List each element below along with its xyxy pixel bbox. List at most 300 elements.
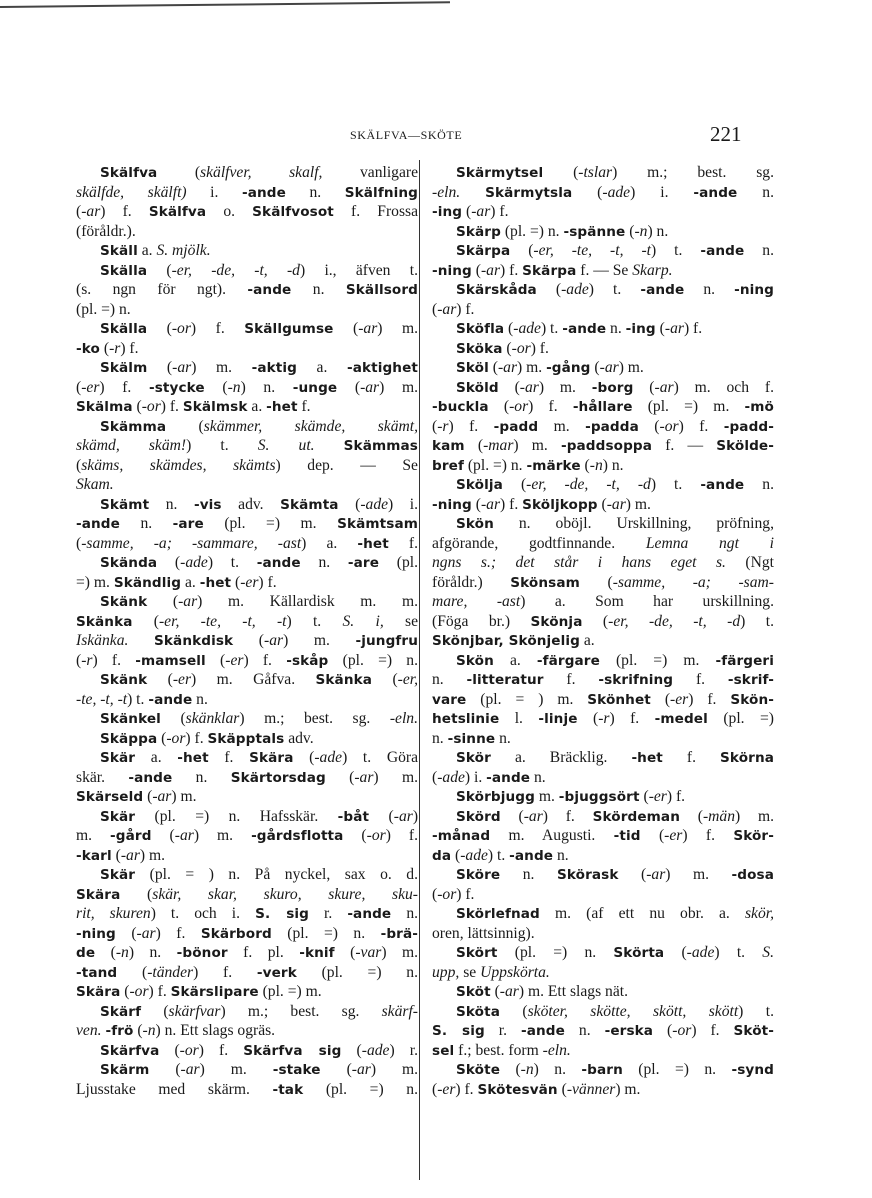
dictionary-line [76, 397, 418, 417]
body-text: ) a. [301, 534, 358, 552]
dictionary-line [432, 456, 774, 476]
dictionary-line [76, 943, 418, 963]
italic-text: -r [437, 417, 449, 435]
headword: Sköre [456, 867, 501, 883]
headword: -spänne [563, 223, 626, 240]
dictionary-line [432, 436, 774, 456]
headword: -gång [546, 360, 591, 376]
headword: -ing [625, 321, 656, 337]
body-text: f. pl. [227, 944, 300, 961]
italic-text: -n [142, 1022, 156, 1039]
body-text: ( [95, 944, 116, 961]
body-text: n. [564, 1022, 605, 1039]
headword: Skörlefnad [456, 906, 540, 922]
body-text: ( [117, 963, 148, 981]
body-text: ( [639, 788, 649, 805]
headword: -ande [640, 282, 685, 298]
dictionary-line [76, 631, 418, 651]
dictionary-line [76, 729, 418, 749]
headword: Skämta [280, 496, 339, 513]
body-text: ( [372, 671, 398, 688]
body-text: ( [166, 417, 204, 435]
body-text: ( [504, 320, 514, 337]
body-text: ( [76, 534, 82, 552]
italic-text: -ade [314, 749, 343, 766]
headword: Skör- [733, 828, 774, 844]
headword: S. sig [255, 906, 309, 922]
dictionary-line [432, 241, 774, 261]
headword: Skäppa [100, 730, 158, 747]
headword: Sköljkopp [522, 496, 598, 513]
headword: Skälm [100, 360, 148, 376]
headword: -erska [604, 1023, 654, 1039]
body-text: ) i. [464, 768, 487, 786]
dictionary-line [432, 787, 774, 807]
body-text: ( [99, 339, 110, 357]
italic-text: S. mjölk. [156, 242, 211, 259]
headword: Skänka [76, 613, 133, 630]
headword: -ning [432, 496, 472, 513]
body-text: ( [572, 183, 603, 201]
body-text: ) t. [650, 476, 701, 493]
italic-text: -or [179, 1041, 199, 1059]
body-text: ( [464, 437, 484, 454]
body-text: ) f. [500, 261, 523, 279]
body-text: ( [160, 710, 186, 727]
headword: Skälfva [100, 165, 158, 181]
headword: Skänk [100, 594, 148, 610]
body-text: ) i., äfven t. [299, 261, 418, 279]
body-text: (pl. =) n. Hafsskär. [135, 807, 338, 825]
headword: Skölja [456, 477, 503, 493]
body-text: ) t. [487, 846, 510, 864]
body-text: Ljusstake med skärm. [76, 1080, 273, 1098]
left-column [76, 163, 418, 1099]
body-text: ( [115, 924, 137, 942]
italic-text: -ar [136, 924, 156, 942]
body-text: ) n. [533, 1061, 582, 1078]
body-text: ) t. [588, 281, 641, 298]
body-text: ) m. [381, 944, 419, 961]
headword: -ande [700, 243, 745, 259]
dictionary-line [76, 573, 418, 593]
italic-text: Lemna ngt i [645, 534, 774, 552]
headword: Skämmas [343, 438, 418, 454]
italic-text: -te, -t, -t [76, 690, 128, 708]
body-text: ( [147, 320, 172, 337]
body-text: ( [500, 807, 524, 825]
italic-text: -or [366, 827, 386, 844]
body-text: ) t. [740, 612, 775, 630]
dictionary-line [76, 865, 418, 885]
body-text: ( [157, 729, 167, 747]
headword: -månad [432, 828, 491, 844]
body-text: ( [618, 866, 647, 883]
body-text: ) r. [389, 1041, 419, 1059]
body-text: ( [231, 573, 241, 591]
body-text: (pl. = ) m. [466, 690, 588, 708]
italic-text: -ar [174, 827, 194, 844]
body-text: ) f. [160, 398, 183, 415]
body-text: ( [432, 300, 438, 318]
italic-text: -ade [460, 846, 488, 864]
italic-text: -er, [397, 671, 419, 688]
body-text: ) m. [618, 359, 644, 376]
body-text: ( [141, 1002, 169, 1020]
body-text: ) m. [513, 437, 561, 454]
dictionary-line [432, 631, 774, 651]
italic-text: -ar [480, 261, 501, 279]
dictionary-line [432, 963, 774, 983]
headword: -mö [744, 399, 774, 415]
headword: da [432, 847, 452, 864]
dictionary-line [432, 222, 774, 242]
body-text: ( [451, 846, 461, 864]
italic-text: -tslar [578, 164, 613, 181]
dictionary-line [76, 222, 418, 242]
headword: S. sig [432, 1023, 485, 1039]
body-text: afgörande, godtfinnande. [432, 534, 646, 552]
body-text: ) m. [373, 768, 418, 786]
body-text: ( [343, 827, 367, 844]
headword: Skändlig [113, 574, 182, 591]
body-text [460, 184, 485, 201]
headword: Skäll [100, 243, 138, 259]
dictionary-line [432, 514, 774, 534]
dictionary-line [76, 300, 418, 320]
headword: bref [432, 457, 464, 474]
body-text: (pl. =) n. [303, 1080, 418, 1098]
italic-text: skär, skar, skuro, skure, sku- [152, 885, 418, 903]
headword: -unge [292, 379, 338, 396]
headword: Skärf [100, 1003, 142, 1020]
body-text: ) m. Källardisk m. m. [197, 593, 419, 610]
headword: Skön [456, 652, 494, 669]
body-text: adv. [221, 495, 281, 513]
body-text: a. [135, 749, 178, 766]
right-column [432, 163, 774, 1099]
italic-text: -or [141, 398, 161, 415]
italic-text: -ar [499, 983, 519, 1000]
headword: de [76, 945, 96, 961]
body-text: ( [640, 827, 665, 844]
italic-text: -er [81, 378, 100, 396]
headword: -mamsell [135, 652, 206, 669]
body-text: r. [484, 1022, 522, 1039]
dictionary-line [76, 904, 418, 924]
headword: -gårdsflotta [251, 828, 344, 844]
italic-text: -ar [599, 359, 619, 376]
body-text: ) f. [456, 300, 475, 318]
italic-text: -ar [480, 495, 501, 513]
body-text: f.; best. form [454, 1041, 543, 1059]
headword: Skärmytsla [485, 184, 573, 201]
headword: Skälla [100, 262, 148, 279]
dictionary-line [76, 768, 418, 788]
italic-text: -r [81, 651, 93, 669]
headword: Sköta [456, 1003, 500, 1020]
body-text: n. [432, 729, 448, 747]
italic-text: skänklar [185, 710, 240, 727]
body-text: n. [291, 281, 346, 298]
dictionary-line [432, 1041, 774, 1061]
body-text: ( [471, 261, 481, 279]
italic-text: skör, [744, 905, 774, 922]
headword: -karl [76, 847, 112, 864]
italic-text: -er, -te, -t, -t [158, 612, 287, 630]
headword: Skärmytsel [456, 165, 544, 181]
body-text: ( [679, 807, 703, 825]
page-number: 221 [710, 122, 742, 146]
headword: -hållare [572, 399, 633, 415]
headword: -medel [654, 711, 708, 727]
body-text: adv. [284, 729, 314, 747]
body-text: ) f. [120, 339, 139, 357]
headword: -ande [148, 691, 193, 708]
headword: -sinne [447, 730, 496, 747]
dictionary-line [432, 378, 774, 398]
dictionary-line [432, 534, 774, 554]
dictionary-line [432, 495, 774, 515]
headword: -stycke [148, 379, 205, 396]
body-text: r. [308, 905, 348, 922]
body-text: (pl. =) m. [632, 398, 745, 415]
dictionary-line [76, 1060, 418, 1080]
body-text: n. [606, 320, 626, 337]
dictionary-line [432, 982, 774, 1002]
italic-text: Iskänka. [76, 632, 129, 649]
dictionary-line [76, 709, 418, 729]
body-text: m. (af ett nu obr. a. [539, 905, 745, 922]
body-text: ) f. [682, 827, 734, 844]
headword: hetslinie [432, 711, 500, 727]
body-text: ( [625, 222, 635, 240]
dictionary-line [432, 885, 774, 905]
body-text: ) m.; best. sg. [239, 710, 390, 727]
body-text: (pl. = ) n. På nyckel, sax o. d. [135, 866, 418, 883]
headword: Skämt [100, 496, 150, 513]
headword: -het [199, 574, 232, 591]
headword: -gård [110, 828, 152, 844]
body-text: ( [76, 456, 82, 474]
body-text: n. [744, 242, 775, 259]
body-text: ) m.; best. sg. [612, 164, 774, 181]
headword: -borg [591, 379, 634, 396]
body-text: ) f. [530, 339, 549, 357]
headword: -linje [538, 711, 578, 727]
headword: -padda [585, 418, 639, 435]
body-text: ( [557, 1080, 567, 1098]
dictionary-line [76, 1041, 418, 1061]
body-text: ( [159, 1041, 180, 1059]
body-text: ( [76, 203, 82, 220]
body-text: ( [233, 632, 264, 649]
italic-text: -ade [360, 495, 389, 513]
body-text: ) m. och f. [673, 378, 774, 396]
body-text: n. [432, 671, 467, 688]
body-text: ( [320, 1061, 352, 1078]
body-text: ( [111, 846, 121, 864]
italic-text: Skarp. [632, 261, 673, 279]
italic-text: -or [437, 885, 457, 903]
headword: -barn [581, 1062, 623, 1078]
body-text: (pl. =) n. [328, 651, 418, 669]
body-text: f. [297, 398, 311, 415]
dictionary-line [432, 690, 774, 710]
body-text: ) t. [207, 554, 257, 571]
body-text: a. [296, 359, 347, 376]
body-text: ( [597, 495, 607, 513]
body-text: (pl. =) [707, 710, 774, 727]
italic-text: upp, [432, 963, 460, 981]
italic-text: -ar [646, 866, 666, 883]
body-text: f. — [652, 437, 717, 454]
body-text: ( [120, 885, 153, 903]
headword: Skälma [76, 399, 133, 415]
body-text: ( [488, 359, 498, 376]
body-text: ( [432, 417, 438, 435]
headword: -litteratur [466, 672, 544, 688]
dictionary-line [432, 1021, 774, 1041]
body-text: ) i. [630, 183, 694, 201]
body-text: m. [534, 788, 559, 805]
headword: sel [432, 1042, 455, 1059]
italic-text: -eln. [432, 183, 461, 201]
body-text: ( [536, 281, 562, 298]
headword: -het [357, 535, 389, 552]
dictionary-line [432, 826, 774, 846]
body-text: ( [543, 164, 579, 181]
dictionary-line [432, 358, 774, 378]
dictionary-line [432, 709, 774, 729]
body-text: ( [76, 378, 82, 396]
body-text: ) m. [665, 866, 732, 883]
body-text: ( [577, 710, 599, 727]
dictionary-line [432, 573, 774, 593]
body-text: ( [143, 788, 153, 805]
body-text: ( [633, 378, 655, 396]
headword: Skälla [100, 321, 148, 337]
italic-text: Uppskörta. [480, 963, 550, 981]
italic-text: -ar [519, 378, 539, 396]
body-text: n. [149, 495, 194, 513]
dictionary-line [76, 241, 418, 261]
column-divider [419, 160, 420, 1180]
dictionary-line [432, 300, 774, 320]
body-text: n. [744, 476, 774, 493]
dictionary-line [432, 475, 774, 495]
body-text: ( [369, 807, 394, 825]
italic-text: S. ut. [257, 437, 315, 454]
headword: -ande [76, 516, 120, 532]
body-text: ( [157, 164, 201, 181]
headword: Skärskåda [456, 282, 537, 298]
headword: -ande [256, 555, 301, 571]
italic-text: -n [227, 378, 241, 396]
headword: -ande [347, 906, 392, 922]
headword: Sköt [456, 984, 491, 1000]
headword: -padd- [723, 418, 774, 435]
italic-text: -var [355, 944, 382, 961]
body-text: ) a. Som har urskillning. [520, 593, 774, 610]
headword: -bjuggsört [558, 789, 640, 805]
body-text: ) f. [148, 983, 171, 1000]
headword: -ande [241, 184, 286, 201]
italic-text: -er [225, 651, 244, 669]
headword: -aktig [251, 360, 297, 376]
body-text: n. [300, 554, 348, 571]
headword: Sköl [456, 360, 489, 376]
body-text: ) f. [528, 398, 573, 415]
italic-text: skärf- [381, 1002, 418, 1020]
headword: -ning [432, 262, 472, 279]
italic-text: sköter, skötte, skött, skött [527, 1002, 739, 1020]
body-text: ) f. [666, 788, 686, 805]
body-text: ) t. och i. [150, 905, 256, 922]
body-text: ( [132, 612, 159, 630]
body-text: n. [285, 183, 345, 201]
headword: -padd [493, 418, 539, 435]
italic-text: -n [115, 944, 129, 961]
body-text: vanligare [322, 164, 419, 181]
body-text: (pl. =) n. [271, 924, 381, 942]
italic-text: -samme, -a; -sam- [612, 573, 774, 591]
italic-text: -eln. [542, 1041, 571, 1059]
dictionary-line [432, 280, 774, 300]
headword: Skön- [730, 691, 774, 708]
headword: Skälfva [148, 204, 207, 220]
body-text: ( [471, 495, 481, 513]
dictionary-line [76, 514, 418, 534]
body-text: skär. [76, 768, 129, 786]
italic-text: -ar [523, 807, 543, 825]
italic-text: -ar [354, 768, 374, 786]
body-text: ( [149, 1061, 181, 1078]
body-text: ( [334, 944, 356, 961]
dictionary-line [76, 1080, 418, 1100]
headword: -färgeri [715, 652, 774, 669]
headword: Skönsam [510, 574, 580, 591]
headword: -het [266, 399, 298, 415]
dictionary-line [432, 729, 774, 749]
body-text: (pl. =) n. [497, 944, 614, 961]
body-text: (pl. =) n. [296, 963, 418, 981]
scan-edge-line [0, 1, 450, 8]
italic-text: -ar [81, 203, 101, 220]
headword: Skärbord [200, 925, 272, 942]
headword: -het [177, 750, 209, 766]
body-text: n. [172, 768, 231, 786]
headword: Sköfla [456, 321, 505, 337]
headword: -ande [128, 769, 173, 786]
body-text: ( [488, 398, 510, 415]
body-text: ) t. Göra [342, 749, 418, 766]
headword: Skälfvosot [252, 204, 334, 220]
headword: -buckla [432, 399, 489, 415]
italic-text: -ade [437, 768, 465, 786]
body-text: ) m. Ett slags nät. [518, 983, 629, 1000]
dictionary-line [432, 397, 774, 417]
body-text: ) f. [385, 827, 419, 844]
italic-text: rit, skuren [76, 905, 151, 922]
body-text: ) m. Gåfva. [191, 671, 316, 688]
body-text: ( [579, 573, 613, 591]
italic-text: mare, -ast [432, 593, 521, 610]
body-text: a. [493, 651, 537, 669]
headword: -jungfru [355, 633, 418, 649]
body-text: ( [76, 651, 82, 669]
headword: -ande [521, 1023, 565, 1039]
